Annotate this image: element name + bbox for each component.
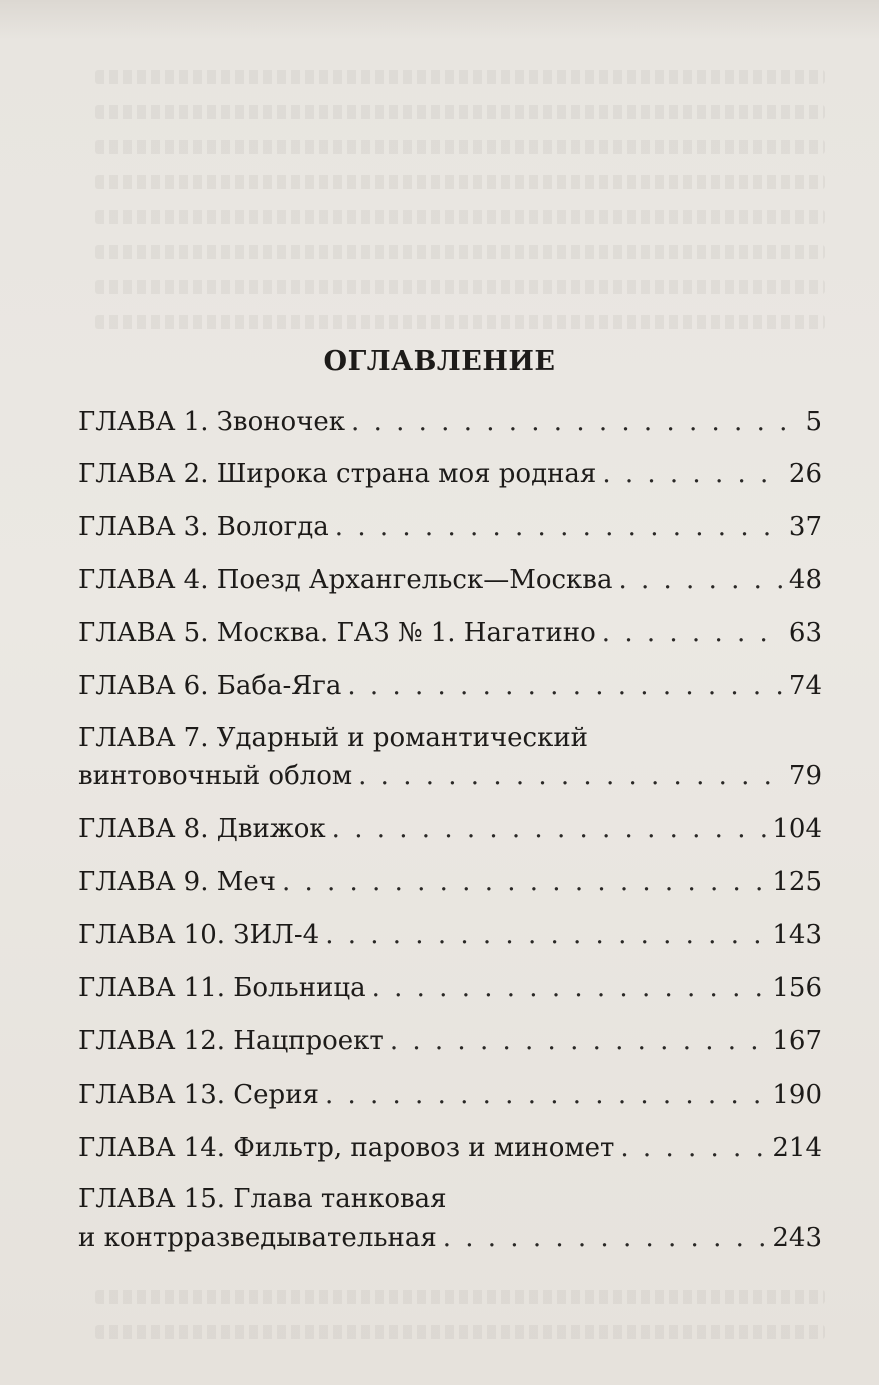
toc-entry-title: ГЛАВА 13. Серия (78, 1080, 319, 1110)
toc-entry (78, 406, 822, 438)
dot-leader (602, 458, 783, 490)
toc-page-number: 26 (788, 459, 822, 489)
dot-leader (282, 866, 766, 898)
bleed-through-text (95, 280, 825, 294)
toc-entry (78, 670, 822, 702)
toc-entry-title-line1: ГЛАВА 15. Глава танковая (78, 1184, 447, 1214)
toc-page-number: 125 (772, 867, 822, 897)
page-title: ОГЛАВЛЕНИЕ (323, 346, 556, 377)
bleed-through-text (95, 210, 825, 224)
toc-entry (78, 1079, 822, 1111)
toc-page-number: 190 (772, 1080, 822, 1110)
toc-entry-title: ГЛАВА 12. Нацпроект (78, 1026, 384, 1056)
toc-page-number: 37 (788, 512, 822, 542)
toc-page-number: 214 (772, 1133, 822, 1163)
toc-page-number: 143 (772, 920, 822, 950)
toc-page-number: 79 (788, 761, 822, 791)
bleed-through-text (95, 245, 825, 259)
toc-entry (78, 564, 822, 596)
toc-entry (78, 1222, 822, 1254)
toc-entry-title: ГЛАВА 5. Москва. ГАЗ № 1. Нагатино (78, 618, 596, 648)
toc-page-number: 48 (788, 565, 822, 595)
toc-entry-title: ГЛАВА 14. Фильтр, паровоз и миномет (78, 1133, 615, 1163)
toc-page-number: 104 (772, 814, 822, 844)
dot-leader (390, 1025, 767, 1057)
dot-leader (358, 760, 783, 792)
toc-entry (78, 972, 822, 1004)
toc-entry (78, 866, 822, 898)
toc-page-number: 63 (788, 618, 822, 648)
toc-entry-title: ГЛАВА 11. Больница (78, 973, 366, 1003)
bleed-through-text (95, 315, 825, 329)
dot-leader (372, 972, 767, 1004)
bleed-through-text (95, 140, 825, 154)
toc-page-number: 5 (805, 407, 822, 437)
toc-entry (78, 458, 822, 490)
toc-entry-title: ГЛАВА 6. Баба-Яга (78, 671, 342, 701)
dot-leader (443, 1222, 767, 1254)
toc-entry-title: ГЛАВА 3. Вологда (78, 512, 329, 542)
toc-entry-title: ГЛАВА 1. Звоночек (78, 407, 346, 437)
dot-leader (325, 1079, 766, 1111)
toc-entry (78, 760, 822, 792)
dot-leader (618, 564, 782, 596)
toc-page-number: 167 (772, 1026, 822, 1056)
dot-leader (332, 813, 767, 845)
dot-leader (351, 406, 799, 438)
toc-page-number: 74 (788, 671, 822, 701)
toc-entry-title: ГЛАВА 2. Широка страна моя родная (78, 459, 597, 489)
toc-entry (78, 813, 822, 845)
toc-entry-title: ГЛАВА 8. Движок (78, 814, 326, 844)
toc-entry-title: ГЛАВА 4. Поезд Архангельск—Москва (78, 565, 613, 595)
dot-leader (325, 919, 766, 951)
bleed-through-text (95, 1290, 825, 1304)
toc-entry (78, 1025, 822, 1057)
toc-entry-title: ГЛАВА 9. Меч (78, 867, 276, 897)
toc-entry-title-line1: ГЛАВА 7. Ударный и романтический (78, 723, 588, 753)
dot-leader (335, 511, 783, 543)
toc-entry (78, 511, 822, 543)
toc-entry-title: и контрразведывательная (78, 1223, 437, 1253)
bleed-through-text (95, 70, 825, 84)
toc-entry (78, 617, 822, 649)
bleed-through-text (95, 1325, 825, 1339)
toc-entry (78, 919, 822, 951)
toc-page-number: 243 (772, 1223, 822, 1253)
bleed-through-text (95, 175, 825, 189)
dot-leader (620, 1132, 766, 1164)
dot-leader (602, 617, 783, 649)
toc-page-number: 156 (772, 973, 822, 1003)
bleed-through-text (95, 105, 825, 119)
dot-leader (347, 670, 783, 702)
toc-entry-title: ГЛАВА 10. ЗИЛ-4 (78, 920, 320, 950)
toc-entry-title: винтовочный облом (78, 761, 353, 791)
toc-entry (78, 1132, 822, 1164)
